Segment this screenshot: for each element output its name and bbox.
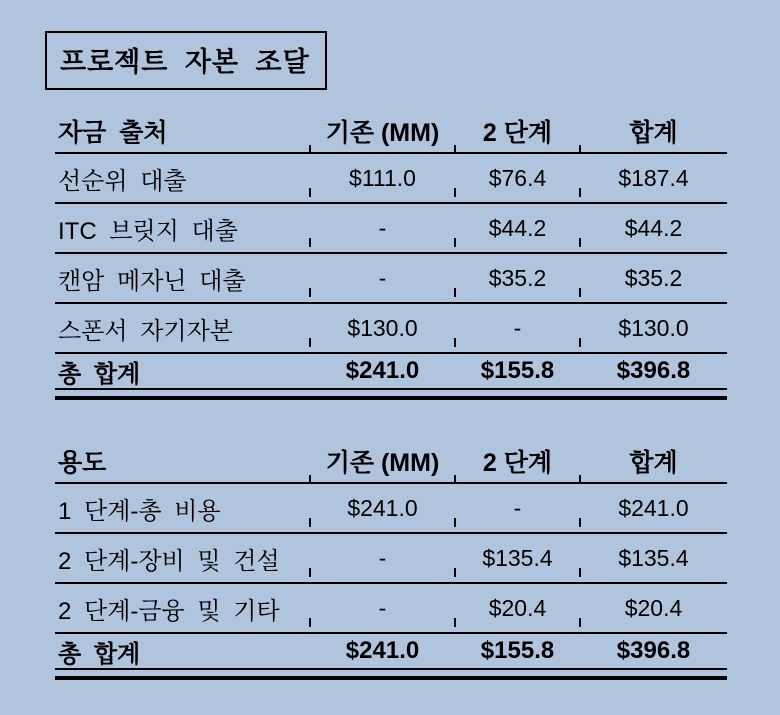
- cell-total: $20.4: [580, 595, 727, 622]
- cell-phase2: $35.2: [455, 265, 580, 292]
- cell-total: $135.4: [580, 545, 727, 572]
- funding-sources-table: [55, 110, 727, 400]
- table-row-itc-bridge-loan: [55, 204, 727, 254]
- table-total-row: [55, 634, 727, 668]
- total-existing: $241.0: [345, 637, 420, 664]
- cell-phase2: $76.4: [455, 165, 580, 192]
- cell-phase2: $44.2: [455, 215, 580, 242]
- row-label: 선순위 대출: [58, 167, 187, 195]
- table-row-sponsor-equity: [55, 304, 727, 354]
- cell-existing: $111.0: [310, 165, 455, 192]
- cell-existing: $241.0: [310, 495, 455, 522]
- cell-existing: -: [310, 215, 455, 242]
- cell-existing: -: [310, 595, 455, 622]
- row-label: 스폰서 자기자본: [58, 317, 233, 345]
- table-row-senior-loan: [55, 154, 727, 204]
- cell-total: $241.0: [580, 495, 727, 522]
- total-phase2: $155.8: [480, 357, 555, 384]
- total-existing: $241.0: [345, 357, 420, 384]
- total-total: $396.8: [616, 357, 691, 384]
- cell-existing: -: [310, 545, 455, 572]
- cell-existing: -: [310, 265, 455, 292]
- total-label: 총 합계: [58, 360, 141, 388]
- double-rule: [55, 668, 727, 680]
- table-row-canam-mezzanine-loan: [55, 254, 727, 304]
- cell-total: $35.2: [580, 265, 727, 292]
- row-label: 1 단계-총 비용: [58, 497, 221, 525]
- total-label: 총 합계: [58, 640, 141, 668]
- row-label: 캔암 메자닌 대출: [58, 267, 246, 295]
- header-funding-sources: 자금 출처: [58, 119, 168, 147]
- header-uses: 용도: [58, 449, 107, 477]
- uses-of-funds-table: [55, 440, 727, 680]
- cell-phase2: $20.4: [455, 595, 580, 622]
- table-row-phase1-total-cost: [55, 484, 727, 534]
- cell-total: $130.0: [580, 315, 727, 342]
- header-total: 합계: [580, 113, 727, 149]
- row-label: 2 단계-장비 및 건설: [58, 547, 280, 575]
- title-box: [45, 31, 327, 90]
- cell-phase2: -: [455, 495, 580, 522]
- header-phase-2: 2 단계: [455, 113, 580, 149]
- cell-phase2: -: [455, 315, 580, 342]
- uses-header-row: [55, 440, 727, 484]
- cell-existing: $130.0: [310, 315, 455, 342]
- rule-thick: [55, 676, 727, 680]
- header-existing-mm: 기존 (MM): [310, 443, 455, 479]
- table-row-phase2-equipment-construction: [55, 534, 727, 584]
- row-label: ITC 브릿지 대출: [58, 217, 238, 245]
- total-total: $396.8: [616, 637, 691, 664]
- total-phase2: $155.8: [480, 637, 555, 664]
- header-existing-mm: 기존 (MM): [310, 113, 455, 149]
- funding-sources-header-row: [55, 110, 727, 154]
- cell-phase2: $135.4: [455, 545, 580, 572]
- row-label: 2 단계-금융 및 기타: [58, 597, 280, 625]
- cell-total: $44.2: [580, 215, 727, 242]
- header-total: 합계: [580, 443, 727, 479]
- page-title: 프로젝트 자본 조달: [60, 47, 310, 77]
- double-rule: [55, 388, 727, 400]
- table-total-row: [55, 354, 727, 388]
- rule-thick: [55, 396, 727, 400]
- cell-total: $187.4: [580, 165, 727, 192]
- header-phase-2: 2 단계: [455, 443, 580, 479]
- table-row-phase2-finance-other: [55, 584, 727, 634]
